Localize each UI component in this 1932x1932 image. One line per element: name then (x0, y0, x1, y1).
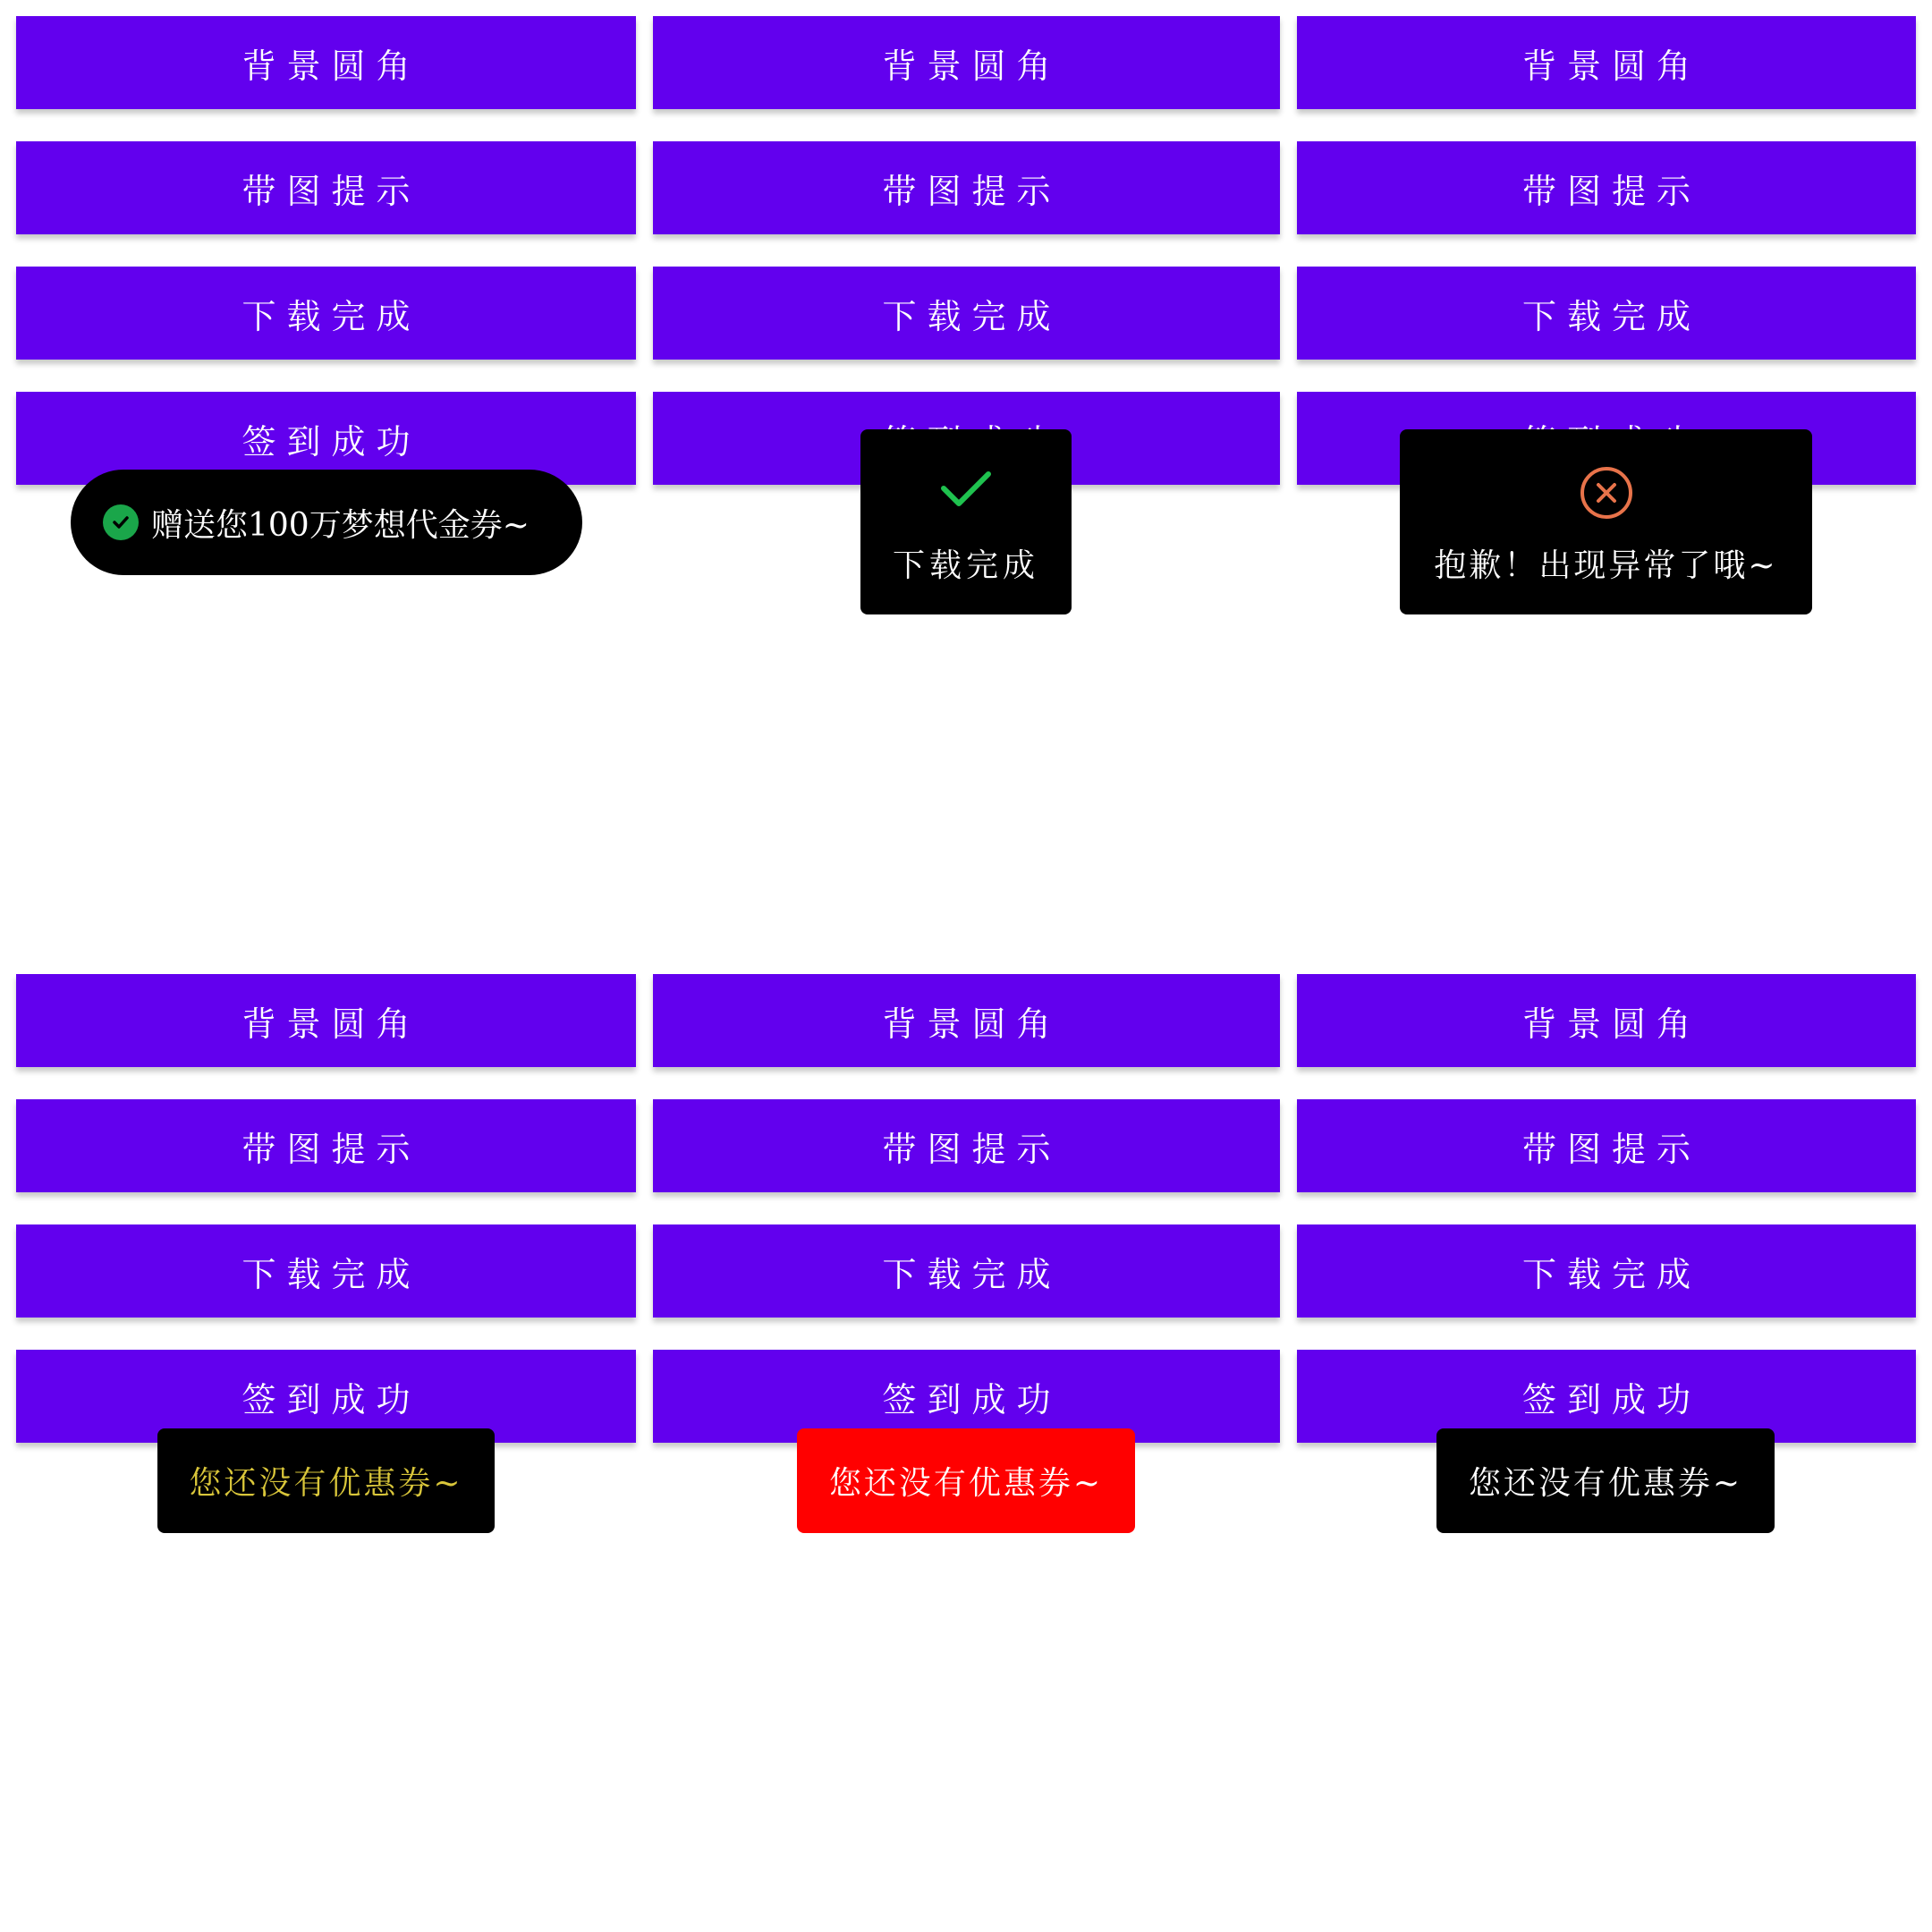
button-signin-success[interactable]: 签到成功 (16, 392, 636, 485)
button-rounded-background[interactable]: 背景圆角 (16, 974, 636, 1067)
toast-text: 下载完成 (892, 547, 1039, 584)
button-download-complete[interactable]: 下载完成 (1297, 1224, 1916, 1318)
button-download-complete[interactable]: 下载完成 (16, 1224, 636, 1318)
button-rounded-background[interactable]: 背景圆角 (653, 16, 1280, 109)
check-circle-icon (103, 504, 139, 540)
button-image-tip[interactable]: 带图提示 (1297, 141, 1916, 234)
button-download-complete[interactable]: 下载完成 (16, 267, 636, 360)
button-image-tip[interactable]: 带图提示 (16, 141, 636, 234)
toast-no-coupon-yellow (157, 1428, 495, 1533)
button-rounded-background[interactable]: 背景圆角 (653, 974, 1280, 1067)
button-signin-success[interactable]: 签到成功 (653, 1350, 1280, 1443)
toast-text: 赠送您100万梦想代金券~ (151, 506, 530, 544)
button-image-tip[interactable]: 带图提示 (653, 141, 1280, 234)
button-signin-success[interactable]: 签到成功 (16, 1350, 636, 1443)
button-image-tip[interactable]: 带图提示 (1297, 1099, 1916, 1192)
button-download-complete[interactable]: 下载完成 (653, 1224, 1280, 1318)
button-download-complete[interactable]: 下载完成 (653, 267, 1280, 360)
button-rounded-background[interactable]: 背景圆角 (1297, 974, 1916, 1067)
toast-no-coupon-red (797, 1428, 1135, 1533)
button-image-tip[interactable]: 带图提示 (653, 1099, 1280, 1192)
toast-text: 您还没有优惠券~ (189, 1465, 463, 1502)
button-download-complete[interactable]: 下载完成 (1297, 267, 1916, 360)
button-rounded-background[interactable]: 背景圆角 (16, 16, 636, 109)
toast-success-pill (71, 470, 582, 575)
toast-success-box (860, 429, 1072, 614)
button-image-tip[interactable]: 带图提示 (16, 1099, 636, 1192)
checkmark-icon (939, 469, 993, 519)
error-circle-icon (1579, 465, 1634, 519)
toast-text: 您还没有优惠券~ (1468, 1465, 1743, 1502)
button-signin-success[interactable]: 签到成功 (1297, 1350, 1916, 1443)
button-rounded-background[interactable]: 背景圆角 (1297, 16, 1916, 109)
toast-text: 抱歉！出现异常了哦~ (1434, 547, 1778, 584)
toast-text: 您还没有优惠券~ (828, 1465, 1104, 1502)
toast-no-coupon-white (1436, 1428, 1775, 1533)
toast-error-box (1400, 429, 1812, 614)
